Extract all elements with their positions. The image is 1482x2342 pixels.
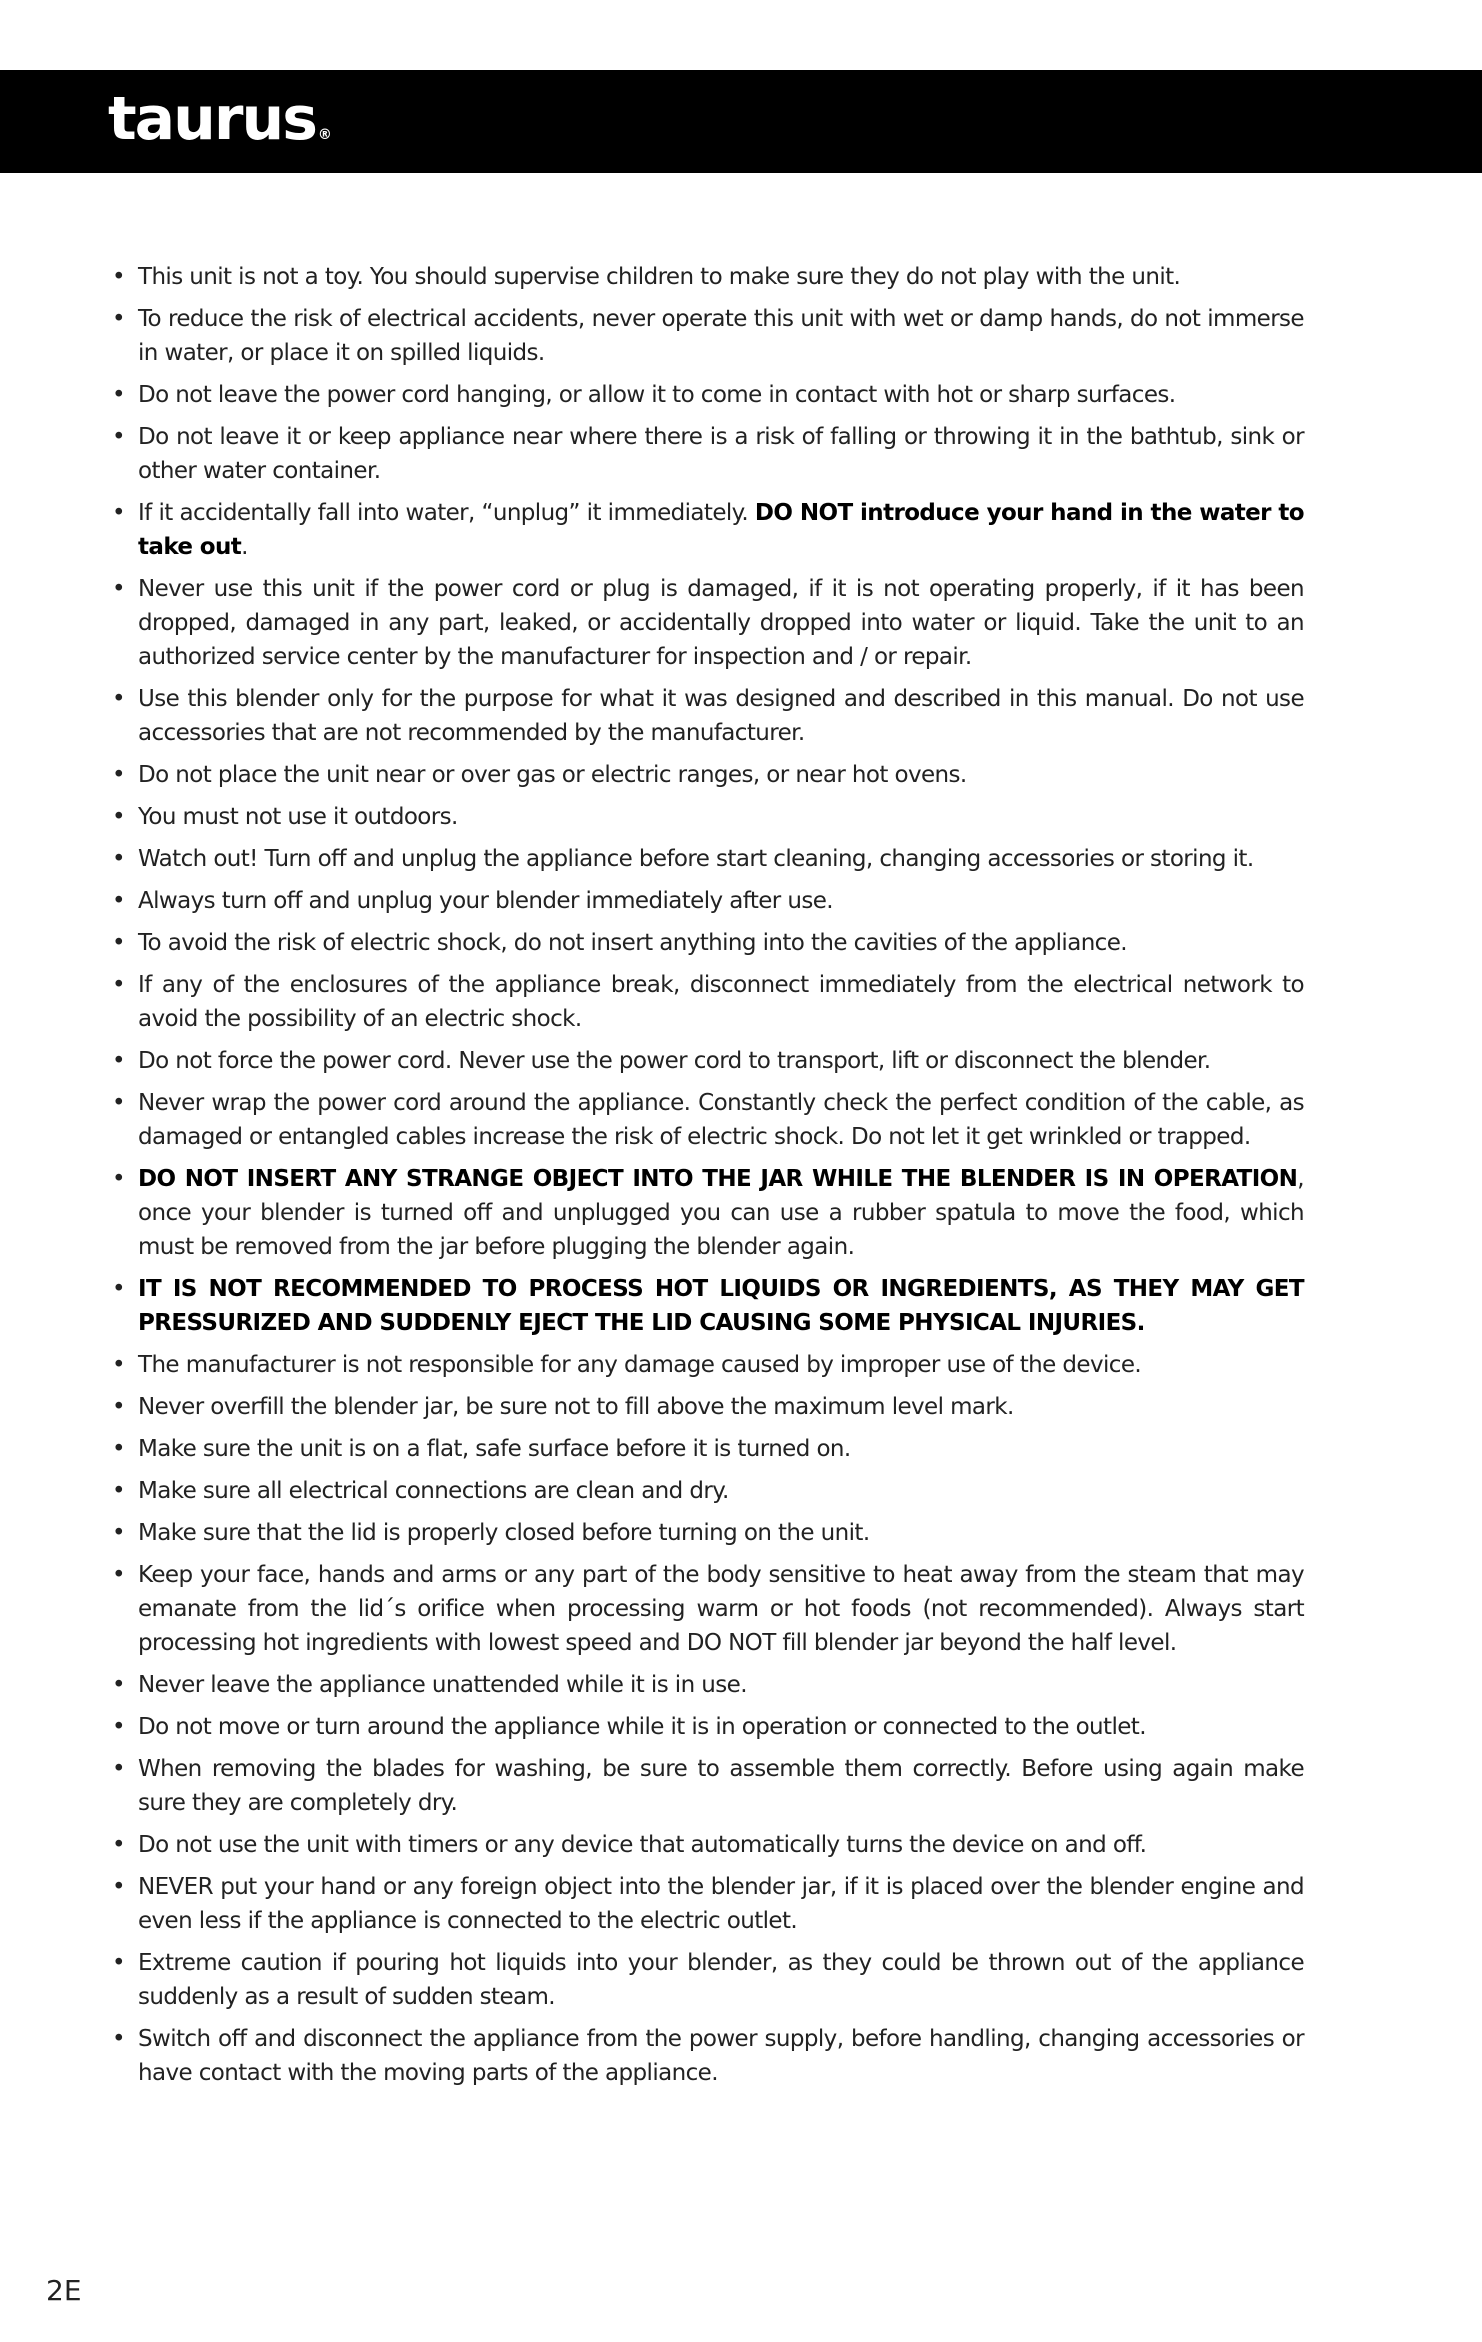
instruction-text: Watch out! Turn off and unplug the appliance before start cleaning, changing accessories or storing it. <box>138 846 1254 872</box>
instruction-text: Keep your face, hands and arms or any part of the body sensitive to heat away from the steam that may emanate from the lid´s orifice when processing warm or hot foods (not recommended). Always start processing hot ingredients with lowest speed and DO NOT fill blender jar beyond the half level. <box>138 1562 1304 1656</box>
safety-instruction-item <box>108 800 1304 834</box>
safety-instruction-item <box>108 1828 1304 1862</box>
instruction-text: This unit is not a toy. You should supervise children to make sure they do not play with the unit. <box>138 264 1181 290</box>
instruction-text: Never overfill the blender jar, be sure not to fill above the maximum level mark. <box>138 1394 1014 1420</box>
safety-instruction-item <box>108 1348 1304 1382</box>
safety-instruction-item <box>108 1086 1304 1154</box>
safety-instructions-list <box>108 260 1304 2098</box>
safety-instruction-item <box>108 1870 1304 1938</box>
instruction-text: Do not leave it or keep appliance near where there is a risk of falling or throwing it in the bathtub, sink or other water container. <box>138 424 1304 484</box>
safety-instruction-item <box>108 1390 1304 1424</box>
safety-instruction-item <box>108 758 1304 792</box>
safety-instruction-item <box>108 496 1304 564</box>
instruction-text: Do not force the power cord. Never use the power cord to transport, lift or disconnect the blender. <box>138 1048 1211 1074</box>
instruction-text: NEVER put your hand or any foreign object into the blender jar, if it is placed over the blender engine and even less if the appliance is connected to the electric outlet. <box>138 1874 1304 1934</box>
safety-instruction-item <box>108 1558 1304 1660</box>
safety-instruction-item <box>108 682 1304 750</box>
instruction-text: Switch off and disconnect the appliance from the power supply, before handling, changing accessories or have contact with the moving parts of the appliance. <box>138 2026 1304 2086</box>
safety-instruction-item <box>108 2022 1304 2090</box>
safety-instruction-item <box>108 1162 1304 1264</box>
instruction-text-after: , once your blender is turned off and unplugged you can use a rubber spatula to move the food, which must be removed from the jar before plugging the blender again. <box>138 1166 1304 1260</box>
instruction-text: Do not use the unit with timers or any device that automatically turns the device on and off. <box>138 1832 1147 1858</box>
safety-instruction-item <box>108 842 1304 876</box>
safety-instruction-item <box>108 1752 1304 1820</box>
safety-instruction-item <box>108 1432 1304 1466</box>
safety-instruction-item <box>108 1710 1304 1744</box>
instruction-text: Do not leave the power cord hanging, or allow it to come in contact with hot or sharp surfaces. <box>138 382 1176 408</box>
brand-name: taurus <box>108 84 316 154</box>
safety-instruction-item <box>108 260 1304 294</box>
instruction-text: You must not use it outdoors. <box>138 804 458 830</box>
instruction-text: Extreme caution if pouring hot liquids into your blender, as they could be thrown out of the appliance suddenly as a result of sudden steam. <box>138 1950 1304 2010</box>
safety-instruction-item <box>108 572 1304 674</box>
safety-instruction-item <box>108 1668 1304 1702</box>
registered-mark: ® <box>317 127 332 143</box>
instruction-text: Never leave the appliance unattended while it is in use. <box>138 1672 747 1698</box>
page-number: 2E <box>46 2274 82 2307</box>
instruction-text-after: . <box>241 534 248 560</box>
safety-instruction-item <box>108 1946 1304 2014</box>
instruction-text: Make sure the unit is on a flat, safe surface before it is turned on. <box>138 1436 851 1462</box>
instruction-text: The manufacturer is not responsible for any damage caused by improper use of the device. <box>138 1352 1142 1378</box>
instruction-text: When removing the blades for washing, be sure to assemble them correctly. Before using again make sure they are completely dry. <box>138 1756 1304 1816</box>
instruction-text: Make sure that the lid is properly closed before turning on the unit. <box>138 1520 870 1546</box>
safety-instruction-item <box>108 1516 1304 1550</box>
instruction-text: Do not move or turn around the appliance while it is in operation or connected to the outlet. <box>138 1714 1146 1740</box>
instruction-text: Never use this unit if the power cord or plug is damaged, if it is not operating properly, if it has been dropped, damaged in any part, leaked, or accidentally dropped into water or liquid. Take the unit to an authorized service center by the manufacturer for inspection and / or repair. <box>138 576 1304 670</box>
instruction-text: Always turn off and unplug your blender immediately after use. <box>138 888 833 914</box>
safety-instruction-item <box>108 420 1304 488</box>
instruction-text: If any of the enclosures of the appliance break, disconnect immediately from the electrical network to avoid the possibility of an electric shock. <box>138 972 1304 1032</box>
instruction-emphasis: DO NOT introduce your hand in the water to take out <box>138 500 1304 560</box>
instruction-text: If it accidentally fall into water, “unplug” it immediately. <box>138 500 755 526</box>
instruction-text: To reduce the risk of electrical accidents, never operate this unit with wet or damp hands, do not immerse in water, or place it on spilled liquids. <box>138 306 1304 366</box>
safety-instruction-item <box>108 884 1304 918</box>
safety-instruction-item <box>108 302 1304 370</box>
safety-instruction-item <box>108 926 1304 960</box>
taurus-logo <box>108 84 332 170</box>
instruction-text: To avoid the risk of electric shock, do not insert anything into the cavities of the appliance. <box>138 930 1127 956</box>
safety-instruction-item <box>108 378 1304 412</box>
instruction-emphasis: DO NOT INSERT ANY STRANGE OBJECT INTO THE JAR WHILE THE BLENDER IS IN OPERATION <box>138 1166 1298 1192</box>
instruction-text: Use this blender only for the purpose for what it was designed and described in this manual. Do not use accessories that are not recommended by the manufacturer. <box>138 686 1304 746</box>
instruction-text: Never wrap the power cord around the appliance. Constantly check the perfect condition of the cable, as damaged or entangled cables increase the risk of electric shock. Do not let it get wrinkled or trapped. <box>138 1090 1304 1150</box>
instruction-text: Do not place the unit near or over gas or electric ranges, or near hot ovens. <box>138 762 967 788</box>
safety-instruction-item <box>108 1272 1304 1340</box>
instruction-text: Make sure all electrical connections are clean and dry. <box>138 1478 729 1504</box>
safety-instruction-item <box>108 1474 1304 1508</box>
safety-instruction-item <box>108 1044 1304 1078</box>
safety-instruction-item <box>108 968 1304 1036</box>
instruction-emphasis: IT IS NOT RECOMMENDED TO PROCESS HOT LIQUIDS OR INGREDIENTS, AS THEY MAY GET PRESSURIZED AND SUDDENLY EJECT THE LID CAUSING SOME PHYSICAL INJURIES. <box>138 1276 1304 1336</box>
